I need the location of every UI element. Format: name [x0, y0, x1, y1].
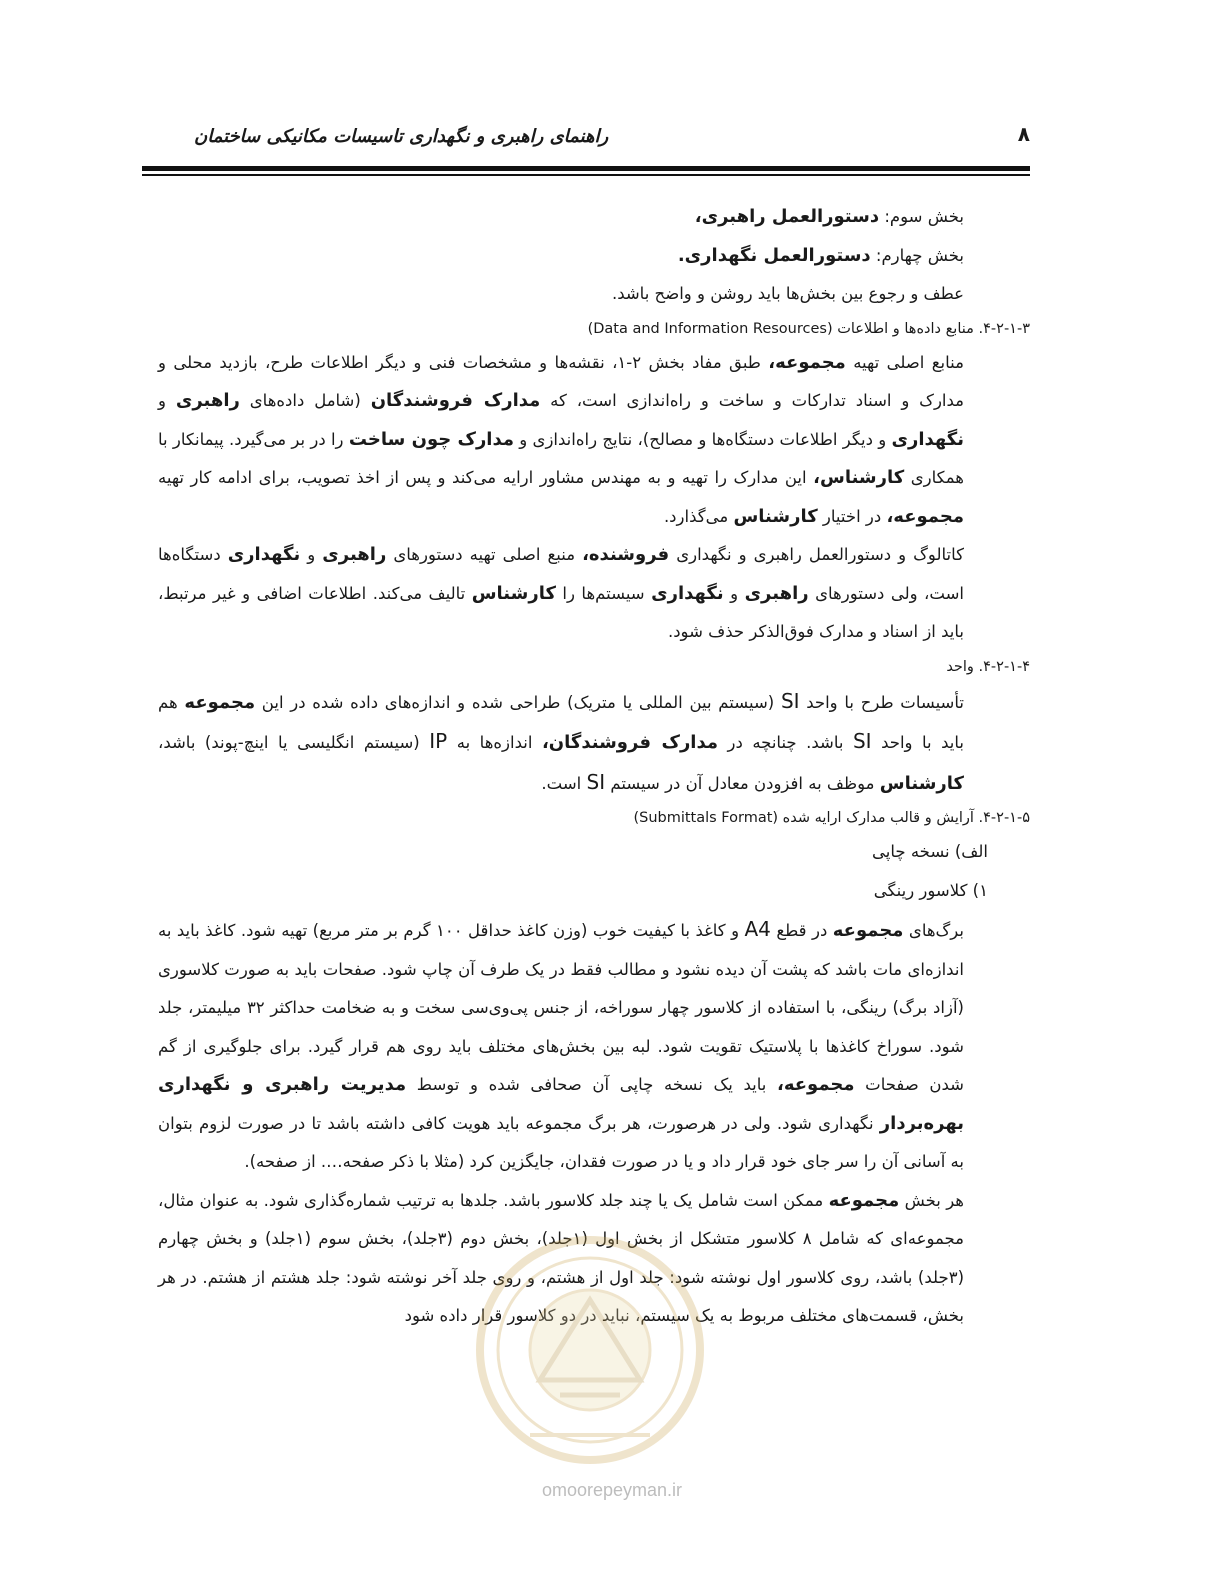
latin-term: SI [852, 729, 872, 753]
paragraph-data-resources [158, 344, 964, 537]
text-run: منابع اصلی تهیه [845, 352, 964, 372]
paragraph-volumes [158, 1182, 964, 1336]
subheading-printed-copy: الف) نسخه چاپی [872, 842, 988, 861]
bold-term: راهبری [175, 390, 240, 411]
section-heading-units: ۴-۲-۱-۴. واحد [946, 658, 1030, 675]
text-run: تالیف می‌کند. اطلاعات اضافی و غیر مرتبط، باید از اسناد و مدارک فوق‌الذکر حذف شود. [158, 583, 964, 641]
text-run: این مدارک را تهیه و به مهندس مشاور ارایه می‌کند و پس از اخذ تصویب، برای ادامه کار تهیه [158, 468, 814, 487]
text-run: و دیگر اطلاعات دستگاه‌ها و مصالح)، نتایج راه‌اندازی و [514, 429, 892, 449]
text-run: هم باید با واحد [158, 692, 964, 752]
text-run: و [723, 583, 745, 603]
text-run: باید یک نسخه چاپی آن صحافی شده و توسط [406, 1075, 777, 1094]
bold-term: نگهداری [891, 428, 964, 450]
bold-term: مجموعه [832, 920, 904, 941]
part-three-title: دستورالعمل راهبری، [694, 206, 880, 227]
bold-term: مدارک چون ساخت [348, 428, 515, 450]
text-run: طبق مفاد بخش ۲-۱، نقشه‌ها و مشخصات فنی و دیگر اطلاعات طرح، بازدید محلی و مدارک و اسناد تدارکات و ساخت و راه‌اندازی است، که [158, 352, 965, 410]
paragraph-part-three [158, 198, 964, 237]
text-run: ممکن است شامل یک یا چند جلد کلاسور باشد. جلدها به ترتیب شماره‌گذاری شود. به عنوان مثال، مجموعه‌ای که شامل ۸ کلاسور متشکل از بخش اول (۱جلد)، بخش دوم (۳جلد)، بخش سوم (۱جلد) و بخش چهارم (۳جلد) باشد، روی کلاسور اول نوشته شود: جلد اول از هشتم، و روی جلد آخر نوشته شود: جلد هشتم از هشتم. در هر بخش، قسمت‌های مختلف مربوط به یک سیستم، نباید در دو کلاسور قرار داده شود [158, 1190, 964, 1325]
bold-term: مجموعه، [768, 351, 846, 373]
text-run: باشد. چنانچه در [718, 733, 853, 752]
part-four-label: بخش چهارم: [870, 245, 964, 265]
text-run: کاتالوگ و دستورالعمل راهبری و نگهداری [669, 545, 964, 564]
subheading-ring-binder: ۱) کلاسور رینگی [873, 880, 988, 900]
page-number: ۸ [1017, 122, 1030, 146]
bold-term: مدارک فروشندگان، [541, 732, 719, 753]
text-run: برگ‌های [903, 921, 965, 940]
text-run: در اختیار [817, 506, 887, 526]
bold-term: کارشناس [879, 772, 964, 794]
text-run: سیستم‌ها را [555, 583, 652, 603]
paragraph-part-four [158, 237, 964, 276]
paragraph-units [158, 682, 964, 804]
bold-term: مجموعه، [886, 505, 964, 527]
text-run: در قطع [770, 921, 833, 940]
text-run: منبع اصلی تهیه دستورهای [386, 545, 583, 564]
page-header [142, 112, 1030, 172]
bold-term: کارشناس [471, 582, 556, 604]
latin-term: A4 [744, 917, 771, 941]
header-rule-thin [142, 174, 1030, 176]
text-run: موظف به افزودن معادل آن در سیستم [605, 773, 880, 793]
bold-term: راهبری [744, 582, 809, 604]
bold-term: مجموعه [828, 1189, 900, 1211]
bold-term: مجموعه، [777, 1074, 855, 1095]
text-run: (سیستم بین المللی یا متریک) طراحی شده و اندازه‌های داده شده در این [255, 692, 781, 712]
text-run: هر بخش [899, 1190, 964, 1210]
text-run: و [300, 545, 323, 564]
latin-term: SI [780, 688, 800, 713]
latin-term: IP [429, 729, 448, 753]
section-heading-data-resources: ۴-۲-۱-۳. منابع داده‌ها و اطلاعات (Data and Information Resources) [587, 320, 1030, 337]
body-content [158, 198, 1030, 1336]
bold-term: نگهداری [651, 582, 724, 604]
text-run: (سیستم انگلیسی یا اینچ-پوند) باشد، [158, 733, 430, 752]
latin-term: SI [586, 769, 606, 794]
text-run: تأسیسات طرح با واحد [799, 692, 964, 712]
bold-term: مدیریت راهبری و نگهداری بهره‌بردار [158, 1074, 964, 1134]
text-run: نگهداری شود. ولی در هرصورت، هر برگ مجموعه باید هویت کافی داشته باشد تا در صورت لزوم بتوان به آسانی آن را سر جای خود قرار داد و یا در صورت فقدان، جایگزین کرد (مثلا با ذکر صفحه…. از صفحه). [158, 1113, 964, 1171]
bold-term: کارشناس [733, 505, 818, 527]
running-title: راهنمای راهبری و نگهداری تاسیسات مکانیکی ساختمان [194, 126, 609, 147]
paragraph-catalogs [158, 536, 964, 652]
text-run: را در بر می‌گیرد. پیمانکار با همکاری [158, 429, 964, 487]
text-run: است. [541, 773, 587, 793]
bold-term: نگهداری [227, 544, 301, 565]
part-three-label: بخش سوم: [879, 207, 964, 226]
text-run: می‌گذارد. [663, 506, 734, 526]
text-run: (شامل داده‌های [239, 391, 371, 410]
part-four-title: دستورالعمل نگهداری. [677, 244, 871, 266]
paragraph-cross-reference: عطف و رجوع بین بخش‌ها باید روشن و واضح باشد. [611, 284, 964, 303]
text-run: اندازه‌ها به [447, 733, 542, 752]
watermark-text: omoorepeyman.ir [541, 1480, 683, 1500]
bold-term: مدارک فروشندگان [370, 390, 541, 411]
text-run: و کاغذ با کیفیت خوب (وزن کاغذ حداقل ۱۰۰ گرم بر متر مربع) تهیه شود. کاغذ باید به اندازه‌ای مات باشد که پشت آن دیده نشود و مطالب فقط در یک طرف آن چاپ شود. صفحات باید به صورت کلاسوری (آزاد برگ) رینگی، با استفاده از کلاسور چهار سوراخه، از جنس پی‌وی‌سی سخت و به ضخامت حداکثر ۳۲ میلیمتر، جلد شود. سوراخ کاغذها با پلاستیک تقویت شود. لبه بین بخش‌های مختلف باید روی هم قرار گیرد. برای جلوگیری از گم شدن صفحات [158, 921, 965, 1094]
header-rule-thick [142, 166, 1030, 171]
bold-term: مجموعه [184, 691, 256, 713]
bold-term: راهبری [322, 544, 387, 565]
text-run: و [158, 391, 176, 410]
bold-term: فروشنده، [582, 544, 670, 565]
text-run: دستگاه‌ها است، ولی دستورهای [158, 545, 964, 603]
section-heading-submittals-format: ۴-۲-۱-۵. آرایش و قالب مدارک ارایه شده (Submittals Format) [633, 810, 1030, 826]
bold-term: کارشناس، [813, 467, 905, 488]
paragraph-ring-binder [158, 910, 964, 1182]
